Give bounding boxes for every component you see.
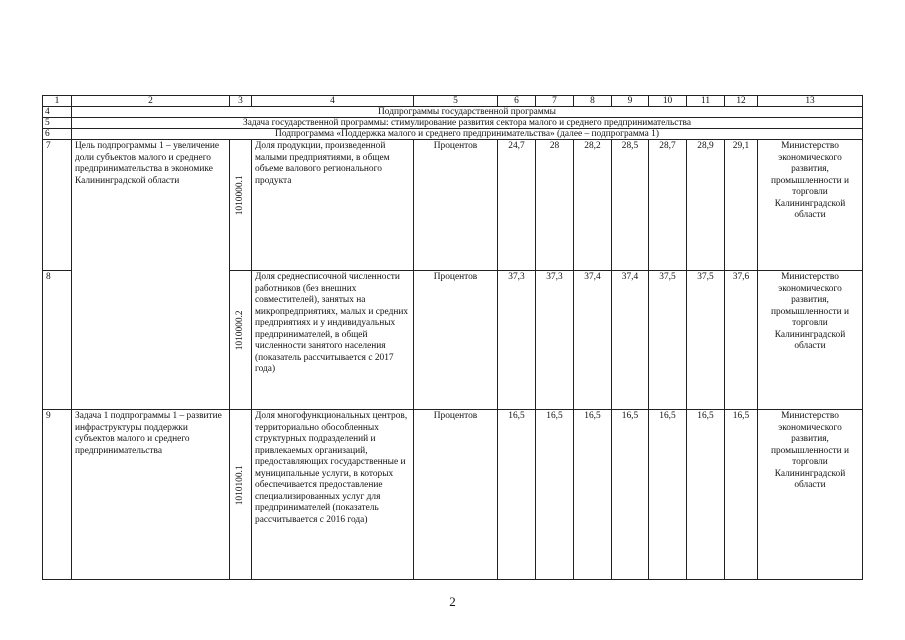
value-cell: 29,1 bbox=[725, 140, 758, 271]
value-cell: 16,5 bbox=[612, 410, 649, 580]
section-title: Подпрограмма «Поддержка малого и среднего предпринимательства» (далее – подпрограмма 1) bbox=[72, 129, 863, 140]
value-cell: 37,6 bbox=[725, 271, 758, 410]
value-cell: 16,5 bbox=[725, 410, 758, 580]
row-number: 8 bbox=[43, 271, 72, 410]
table-row bbox=[43, 140, 863, 271]
row-number: 7 bbox=[43, 140, 72, 271]
indicator-code: 1010000.1 bbox=[234, 175, 245, 216]
indicator-cell: Доля многофункциональных центров, территориально обособленных структурных подразделений и привлекаемых организаций, предоставляющих государственные и муниципальные услуги, в которых обеспечивается предоставление специализированных услуг для предпринимателей (показатель рассчитывается с 2016 года) bbox=[252, 410, 414, 580]
row-number: 5 bbox=[43, 118, 72, 129]
section-row bbox=[43, 118, 863, 129]
header-cell: 12 bbox=[725, 96, 758, 107]
value-cell: 37,5 bbox=[649, 271, 687, 410]
header-cell: 9 bbox=[612, 96, 649, 107]
code-cell bbox=[230, 410, 252, 580]
goal-cell: Задача 1 подпрограммы 1 – развитие инфраструктуры поддержки субъектов малого и среднего предпринимательства bbox=[72, 410, 230, 580]
header-cell: 7 bbox=[536, 96, 574, 107]
unit-cell: Процентов bbox=[414, 271, 498, 410]
header-cell: 2 bbox=[72, 96, 230, 107]
section-row bbox=[43, 107, 863, 118]
header-cell: 3 bbox=[230, 96, 252, 107]
header-cell: 11 bbox=[687, 96, 725, 107]
value-cell: 37,3 bbox=[498, 271, 536, 410]
responsible-cell: Министерство экономического развития, промышленности и торговли Калининградской области bbox=[758, 140, 863, 271]
header-cell: 5 bbox=[414, 96, 498, 107]
unit-cell: Процентов bbox=[414, 140, 498, 271]
value-cell: 37,4 bbox=[612, 271, 649, 410]
value-cell: 16,5 bbox=[687, 410, 725, 580]
indicator-cell: Доля среднесписочной численности работников (без внешних совместителей), занятых на микропредприятиях, малых и средних предприятиях и у индивидуальных предпринимателей, в общей численности занятого населения (показатель рассчитывается с 2017 года) bbox=[252, 271, 414, 410]
indicator-code: 1010000.2 bbox=[234, 310, 245, 351]
value-cell: 16,5 bbox=[498, 410, 536, 580]
value-cell: 37,5 bbox=[687, 271, 725, 410]
value-cell: 28,7 bbox=[649, 140, 687, 271]
value-cell: 16,5 bbox=[574, 410, 612, 580]
row-number: 9 bbox=[43, 410, 72, 580]
value-cell: 28 bbox=[536, 140, 574, 271]
value-cell: 16,5 bbox=[536, 410, 574, 580]
code-cell bbox=[230, 140, 252, 271]
value-cell: 28,9 bbox=[687, 140, 725, 271]
responsible-cell: Министерство экономического развития, промышленности и торговли Калининградской области bbox=[758, 410, 863, 580]
header-row bbox=[43, 96, 863, 107]
responsible-cell: Министерство экономического развития, промышленности и торговли Калининградской области bbox=[758, 271, 863, 410]
section-row bbox=[43, 129, 863, 140]
section-title: Задача государственной программы: стимулирование развития сектора малого и среднего предпринимательства bbox=[72, 118, 863, 129]
row-number: 4 bbox=[43, 107, 72, 118]
value-cell: 24,7 bbox=[498, 140, 536, 271]
value-cell: 37,3 bbox=[536, 271, 574, 410]
section-title: Подпрограммы государственной программы bbox=[72, 107, 863, 118]
page-number: 2 bbox=[449, 594, 456, 609]
row-number: 6 bbox=[43, 129, 72, 140]
header-cell: 13 bbox=[758, 96, 863, 107]
value-cell: 37,4 bbox=[574, 271, 612, 410]
unit-cell: Процентов bbox=[414, 410, 498, 580]
header-cell: 10 bbox=[649, 96, 687, 107]
code-cell bbox=[230, 271, 252, 410]
indicator-cell: Доля продукции, произведенной малыми предприятиями, в общем объеме валового регионального продукта bbox=[252, 140, 414, 271]
value-cell: 28,2 bbox=[574, 140, 612, 271]
header-cell: 4 bbox=[252, 96, 414, 107]
value-cell: 28,5 bbox=[612, 140, 649, 271]
goal-cell: Цель подпрограммы 1 – увеличение доли субъектов малого и среднего предпринимательства в экономике Калининградской области bbox=[72, 140, 230, 410]
header-cell: 8 bbox=[574, 96, 612, 107]
value-cell: 16,5 bbox=[649, 410, 687, 580]
header-cell: 6 bbox=[498, 96, 536, 107]
indicator-code: 1010100.1 bbox=[234, 465, 245, 505]
table-row bbox=[43, 410, 863, 580]
indicators-table bbox=[42, 95, 863, 580]
header-cell: 1 bbox=[43, 96, 72, 107]
